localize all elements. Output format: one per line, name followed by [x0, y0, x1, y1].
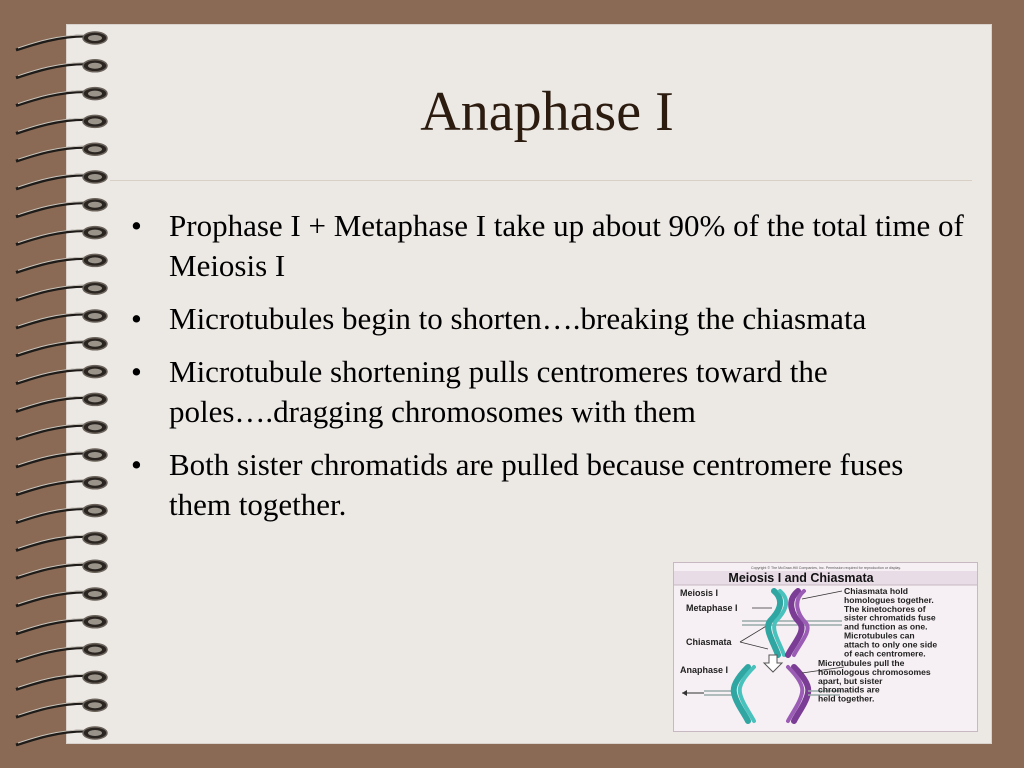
meiosis-diagram	[673, 562, 978, 732]
diagram-note-line: Microtubules pull the	[818, 658, 905, 668]
bullet-text: Microtubules begin to shorten….breaking the chiasmata	[169, 301, 867, 336]
binding-ring	[88, 563, 102, 569]
bullet-text: Prophase I + Metaphase I take up about 90% of the total time of Meiosis I	[169, 208, 964, 283]
binding-ring	[88, 35, 102, 41]
binding-ring	[88, 146, 102, 152]
bullet-item	[128, 206, 968, 286]
binding-ring	[88, 369, 102, 375]
diagram-title: Meiosis I and Chiasmata	[728, 571, 874, 585]
slide-title: Anaphase I	[420, 81, 674, 143]
binding-ring	[88, 647, 102, 653]
binding-ring	[88, 508, 102, 514]
title-divider	[110, 180, 972, 181]
binding-ring	[88, 202, 102, 208]
binding-ring	[88, 591, 102, 597]
chiasmata-pointer	[740, 625, 768, 649]
binding-ring	[88, 730, 102, 736]
binding-ring	[88, 702, 102, 708]
binding-ring	[88, 285, 102, 291]
label-meiosis: Meiosis I	[680, 588, 719, 598]
bullet-marker: •	[131, 447, 142, 482]
diagram-note-line: homologous chromosomes	[818, 666, 931, 677]
binding-ring	[88, 535, 102, 541]
label-chiasmata: Chiasmata	[686, 637, 732, 647]
bullet-marker: •	[131, 301, 142, 336]
diagram-note-line: attach to only one side	[844, 639, 938, 650]
binding-ring	[88, 230, 102, 236]
binding-ring	[88, 174, 102, 180]
diagram-note-line: held together.	[818, 693, 875, 704]
meiosis-diagram-figure	[674, 563, 978, 732]
binding-ring	[88, 257, 102, 263]
binding-ring	[88, 396, 102, 402]
diagram-copyright: Copyright © The McGraw-Hill Companies, Inc. Permission required for reproduction or display.	[751, 566, 901, 570]
diagram-note-line: sister chromatids fuse	[844, 612, 936, 623]
binding-ring	[88, 313, 102, 319]
binding-ring	[88, 63, 102, 69]
binding-ring	[88, 452, 102, 458]
note-chiasmata	[844, 586, 937, 658]
diagram-note-line: homologues together.	[844, 594, 934, 605]
diagram-note-line: and function as one.	[844, 621, 928, 632]
binding-ring	[88, 424, 102, 430]
label-anaphase: Anaphase I	[680, 665, 729, 675]
bullet-text: Microtubule shortening pulls centromeres toward the poles….dragging chromosomes with them	[169, 354, 828, 429]
binding-ring	[88, 480, 102, 486]
diagram-note-line: of each centromere.	[844, 648, 926, 659]
note-anaphase	[818, 658, 931, 704]
note-pointer	[802, 591, 842, 599]
bullet-text: Both sister chromatids are pulled because centromere fuses them together.	[169, 447, 904, 522]
bullet-marker: •	[131, 354, 142, 389]
diagram-note-line: Chiasmata hold	[844, 586, 908, 596]
bullet-item	[128, 299, 968, 339]
bullet-list	[128, 206, 968, 538]
diagram-note-line: The kinetochores of	[844, 603, 926, 614]
diagram-note-line: chromatids are	[818, 684, 880, 695]
bullet-marker: •	[131, 208, 142, 243]
binding-ring	[88, 674, 102, 680]
bullet-item	[128, 352, 968, 432]
arrow-left-icon	[682, 690, 687, 696]
label-metaphase: Metaphase I	[686, 603, 738, 613]
diagram-note-line: Microtubules can	[844, 630, 915, 641]
diagram-note-line: apart, but sister	[818, 675, 883, 686]
binding-ring	[88, 341, 102, 347]
binding-ring	[88, 619, 102, 625]
bullet-item	[128, 445, 968, 525]
